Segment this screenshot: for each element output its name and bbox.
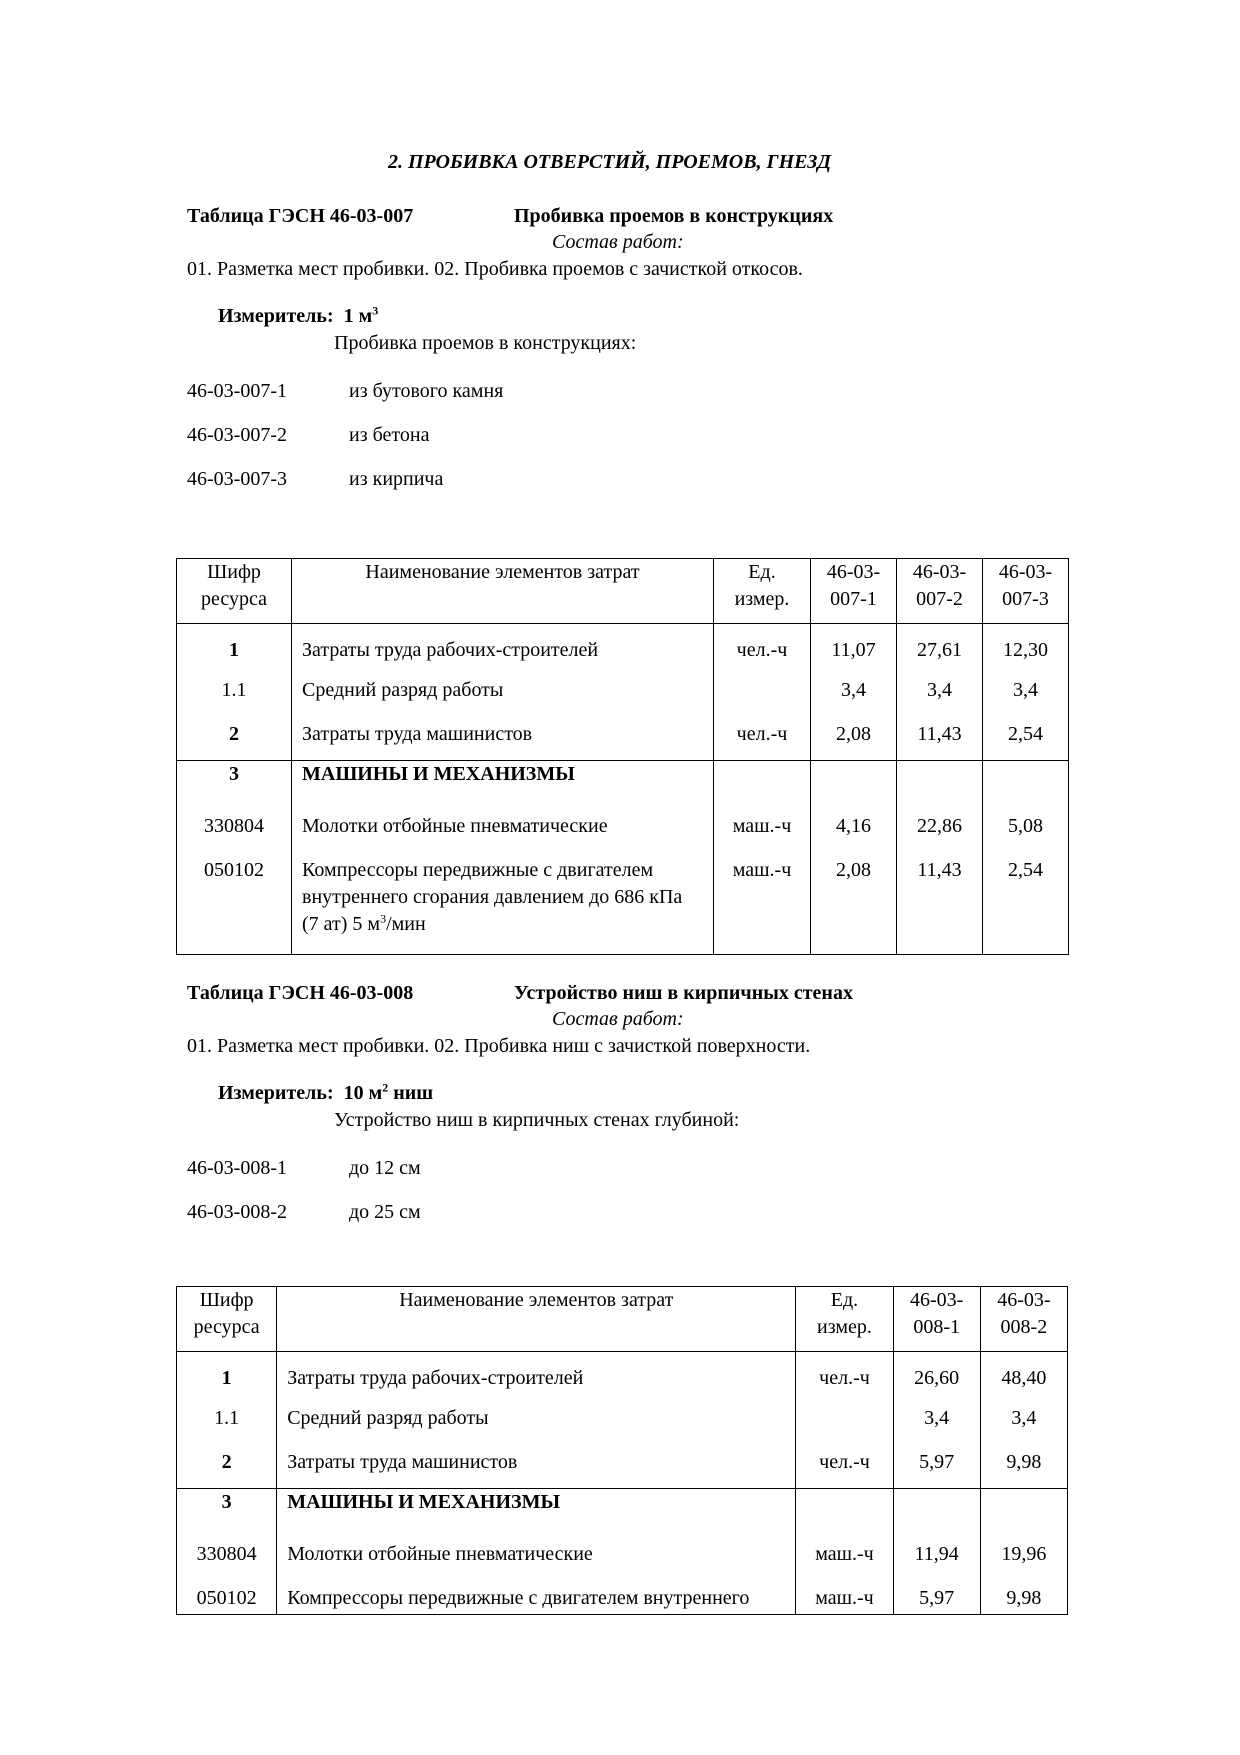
row-code: 1.1 xyxy=(177,664,292,708)
table2-code-1: 46-03-008-1 xyxy=(187,1157,287,1179)
row-code: 3 xyxy=(177,761,292,800)
row-value: 9,98 xyxy=(980,1572,1067,1615)
table2-measure xyxy=(218,1080,434,1104)
row-value: 5,97 xyxy=(893,1436,980,1489)
measure-sup: 2 xyxy=(382,1080,389,1095)
row-unit: маш.-ч xyxy=(714,800,811,844)
table1-label: Таблица ГЭСН 46-03-007 xyxy=(187,205,414,227)
table1-sostav-label: Состав работ: xyxy=(552,231,684,253)
row-code: 330804 xyxy=(177,800,292,844)
row-unit xyxy=(796,1489,893,1528)
row-name: Средний разряд работы xyxy=(277,1392,796,1436)
row-value: 22,86 xyxy=(897,800,983,844)
row-value: 3,4 xyxy=(897,664,983,708)
table1-code-1: 46-03-007-1 xyxy=(187,380,287,402)
table-row xyxy=(177,1392,1068,1436)
table1-title: Пробивка проемов в конструкциях xyxy=(514,205,834,227)
row-code: 2 xyxy=(177,1436,277,1489)
row-value: 12,30 xyxy=(983,624,1069,665)
row-code: 1 xyxy=(177,624,292,665)
row-unit xyxy=(714,664,811,708)
row-value: 2,08 xyxy=(811,844,897,955)
row-name: МАШИНЫ И МЕХАНИЗМЫ xyxy=(277,1489,796,1528)
table-row xyxy=(177,1352,1068,1393)
row-value: 4,16 xyxy=(811,800,897,844)
table-row xyxy=(177,664,1069,708)
row-name: Затраты труда рабочих-строителей xyxy=(292,624,714,665)
row-code: 330804 xyxy=(177,1528,277,1572)
header-col-2: 46-03- 008-2 xyxy=(980,1287,1067,1352)
header-shifr: Шифр ресурса xyxy=(177,559,292,624)
row-unit: чел.-ч xyxy=(796,1352,893,1393)
table2-desc-1: до 12 см xyxy=(349,1157,421,1179)
row-value: 3,4 xyxy=(811,664,897,708)
header-unit: Ед. измер. xyxy=(714,559,811,624)
row-value: 11,94 xyxy=(893,1528,980,1572)
measure-label: Измеритель: xyxy=(218,1082,334,1104)
row-name: Затраты труда рабочих-строителей xyxy=(277,1352,796,1393)
row-value xyxy=(893,1489,980,1528)
row-unit xyxy=(796,1392,893,1436)
table-row xyxy=(177,800,1069,844)
row-value: 26,60 xyxy=(893,1352,980,1393)
table-row xyxy=(177,761,1069,800)
row-value: 2,08 xyxy=(811,708,897,761)
table1-code-2: 46-03-007-2 xyxy=(187,424,287,446)
table1-measure xyxy=(218,303,379,327)
table1-desc-3: из кирпича xyxy=(349,468,444,490)
row-value: 3,4 xyxy=(893,1392,980,1436)
row-code: 2 xyxy=(177,708,292,761)
row-unit: маш.-ч xyxy=(714,844,811,955)
row-unit xyxy=(714,761,811,800)
row-unit: маш.-ч xyxy=(796,1572,893,1615)
table2-label: Таблица ГЭСН 46-03-008 xyxy=(187,982,414,1004)
table-header-row xyxy=(177,1287,1068,1352)
row-value: 19,96 xyxy=(980,1528,1067,1572)
header-unit: Ед. измер. xyxy=(796,1287,893,1352)
table-row xyxy=(177,1436,1068,1489)
row-name: МАШИНЫ И МЕХАНИЗМЫ xyxy=(292,761,714,800)
table-row xyxy=(177,1528,1068,1572)
row-value xyxy=(897,761,983,800)
table2 xyxy=(176,1286,1068,1615)
measure-sup: 3 xyxy=(372,303,379,318)
row-code: 050102 xyxy=(177,1572,277,1615)
row-name: Затраты труда машинистов xyxy=(277,1436,796,1489)
row-value: 11,43 xyxy=(897,708,983,761)
table1-subtitle: Пробивка проемов в конструкциях: xyxy=(334,332,637,354)
header-col-2: 46-03- 007-2 xyxy=(897,559,983,624)
row-code: 050102 xyxy=(177,844,292,955)
row-name: Молотки отбойные пневматические xyxy=(292,800,714,844)
header-col-1: 46-03- 008-1 xyxy=(893,1287,980,1352)
row-value: 3,4 xyxy=(983,664,1069,708)
row-value xyxy=(811,761,897,800)
table1-desc-2: из бетона xyxy=(349,424,430,446)
row-value: 11,07 xyxy=(811,624,897,665)
header-name: Наименование элементов затрат xyxy=(292,559,714,624)
row-name: Затраты труда машинистов xyxy=(292,708,714,761)
row-unit: чел.-ч xyxy=(714,708,811,761)
row-code: 3 xyxy=(177,1489,277,1528)
measure-suffix: ниш xyxy=(388,1082,434,1104)
table-row xyxy=(177,624,1069,665)
table2-title: Устройство ниш в кирпичных стенах xyxy=(514,982,853,1004)
row-value: 3,4 xyxy=(980,1392,1067,1436)
row-unit: чел.-ч xyxy=(796,1436,893,1489)
row-code: 1.1 xyxy=(177,1392,277,1436)
table2-desc-2: до 25 см xyxy=(349,1201,421,1223)
row-name: Молотки отбойные пневматические xyxy=(277,1528,796,1572)
row-value: 2,54 xyxy=(983,708,1069,761)
table1-desc-1: из бутового камня xyxy=(349,380,504,402)
measure-value: 10 м xyxy=(343,1082,383,1104)
row-value: 27,61 xyxy=(897,624,983,665)
header-col-3: 46-03- 007-3 xyxy=(983,559,1069,624)
section-title: 2. ПРОБИВКА ОТВЕРСТИЙ, ПРОЕМОВ, ГНЕЗД xyxy=(388,151,832,173)
table-row xyxy=(177,844,1069,955)
row-value xyxy=(983,761,1069,800)
table-row xyxy=(177,1572,1068,1615)
header-shifr: Шифр ресурса xyxy=(177,1287,277,1352)
row-value: 48,40 xyxy=(980,1352,1067,1393)
row-value: 5,97 xyxy=(893,1572,980,1615)
table2-code-2: 46-03-008-2 xyxy=(187,1201,287,1223)
table2-sostav-label: Состав работ: xyxy=(552,1008,684,1030)
measure-value: 1 м xyxy=(343,305,373,327)
table2-sostav-text: 01. Разметка мест пробивки. 02. Пробивка ниш с зачисткой поверхности. xyxy=(187,1035,811,1057)
row-name: Компрессоры передвижные с двигателем внутреннего xyxy=(277,1572,796,1615)
row-value: 9,98 xyxy=(980,1436,1067,1489)
table-row xyxy=(177,708,1069,761)
table2-subtitle: Устройство ниш в кирпичных стенах глубиной: xyxy=(334,1109,740,1131)
table-row xyxy=(177,1489,1068,1528)
row-value xyxy=(980,1489,1067,1528)
row-name: Средний разряд работы xyxy=(292,664,714,708)
row-value: 2,54 xyxy=(983,844,1069,955)
measure-label: Измеритель: xyxy=(218,305,334,327)
table1-sostav-text: 01. Разметка мест пробивки. 02. Пробивка проемов с зачисткой откосов. xyxy=(187,258,803,280)
table-header-row xyxy=(177,559,1069,624)
row-code: 1 xyxy=(177,1352,277,1393)
header-col-1: 46-03- 007-1 xyxy=(811,559,897,624)
header-name: Наименование элементов затрат xyxy=(277,1287,796,1352)
table1 xyxy=(176,558,1069,955)
row-value: 5,08 xyxy=(983,800,1069,844)
row-unit: маш.-ч xyxy=(796,1528,893,1572)
row-unit: чел.-ч xyxy=(714,624,811,665)
row-name: Компрессоры передвижные с двигателем внутреннего сгорания давлением до 686 кПа (7 ат) 5 $м^3$/мин xyxy=(292,844,714,955)
table1-code-3: 46-03-007-3 xyxy=(187,468,287,490)
row-value: 11,43 xyxy=(897,844,983,955)
